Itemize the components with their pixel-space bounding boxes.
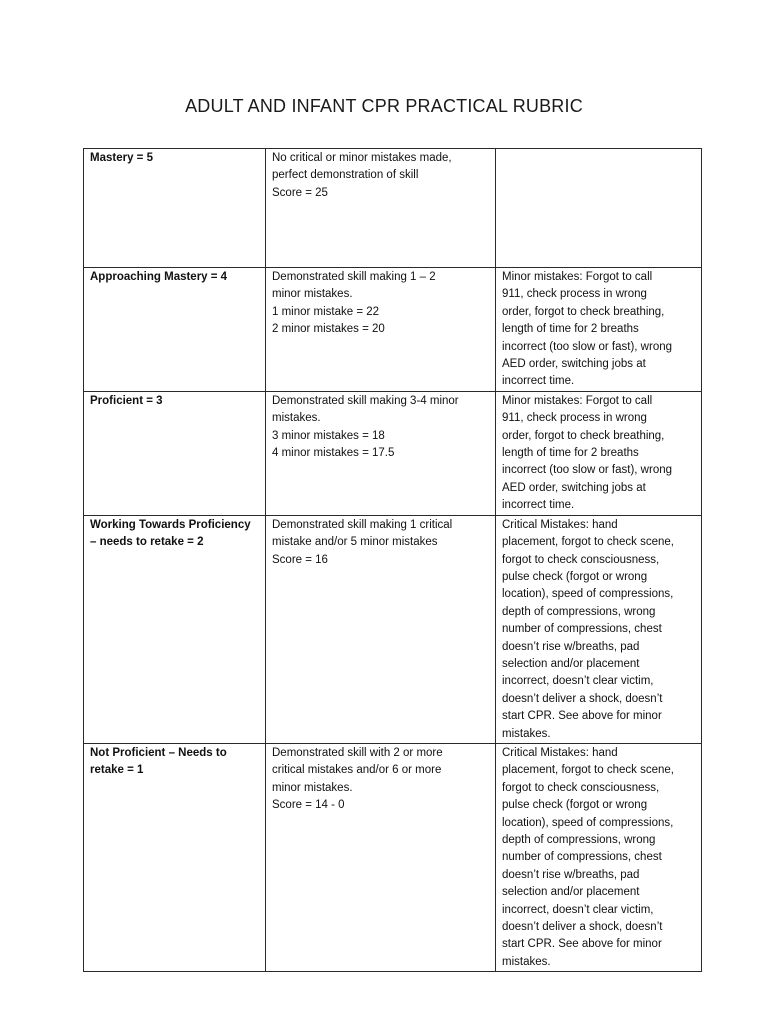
rubric-row-proficient [84,391,702,515]
level-cell: Approaching Mastery = 4 [84,268,266,392]
rubric-row-not-proficient [84,743,702,971]
level-cell: Working Towards Proficiency – needs to retake = 2 [84,515,266,743]
description-cell: Demonstrated skill making 1 critical mistake and/or 5 minor mistakes Score = 16 [266,515,496,743]
description-cell: Demonstrated skill making 3-4 minor mistakes. 3 minor mistakes = 18 4 minor mistakes = 17.5 [266,391,496,515]
mistakes-cell: Critical Mistakes: hand placement, forgot to check scene, forgot to check consciousness, pulse check (forgot or wrong location), speed of compressions, depth of compressions, wrong number of compressions, chest doesn’t rise w/breaths, pad selection and/or placement incorrect, doesn’t clear victim, doesn’t deliver a shock, doesn’t start CPR. See above for minor mistakes. [496,743,702,971]
rubric-row-mastery [84,149,702,268]
level-cell: Proficient = 3 [84,391,266,515]
mistakes-cell: Minor mistakes: Forgot to call 911, check process in wrong order, forgot to check breathing, length of time for 2 breaths incorrect (too slow or fast), wrong AED order, switching jobs at incorrect time. [496,268,702,392]
description-cell: Demonstrated skill with 2 or more critical mistakes and/or 6 or more minor mistakes. Score = 14 - 0 [266,743,496,971]
mistakes-cell: Critical Mistakes: hand placement, forgot to check scene, forgot to check consciousness, pulse check (forgot or wrong location), speed of compressions, depth of compressions, wrong number of compressions, chest doesn’t rise w/breaths, pad selection and/or placement incorrect, doesn’t clear victim, doesn’t deliver a shock, doesn’t start CPR. See above for minor mistakes. [496,515,702,743]
page-title: ADULT AND INFANT CPR PRACTICAL RUBRIC [185,96,583,116]
mistakes-cell [496,149,702,268]
level-cell: Not Proficient – Needs to retake = 1 [84,743,266,971]
description-cell: Demonstrated skill making 1 – 2 minor mistakes. 1 minor mistake = 22 2 minor mistakes = 20 [266,268,496,392]
description-cell: No critical or minor mistakes made, perfect demonstration of skill Score = 25 [266,149,496,268]
rubric-row-approaching-mastery [84,268,702,392]
rubric-row-working-towards-proficiency [84,515,702,743]
mistakes-cell: Minor mistakes: Forgot to call 911, check process in wrong order, forgot to check breathing, length of time for 2 breaths incorrect (too slow or fast), wrong AED order, switching jobs at incorrect time. [496,391,702,515]
level-cell: Mastery = 5 [84,149,266,268]
rubric-table [83,148,702,972]
